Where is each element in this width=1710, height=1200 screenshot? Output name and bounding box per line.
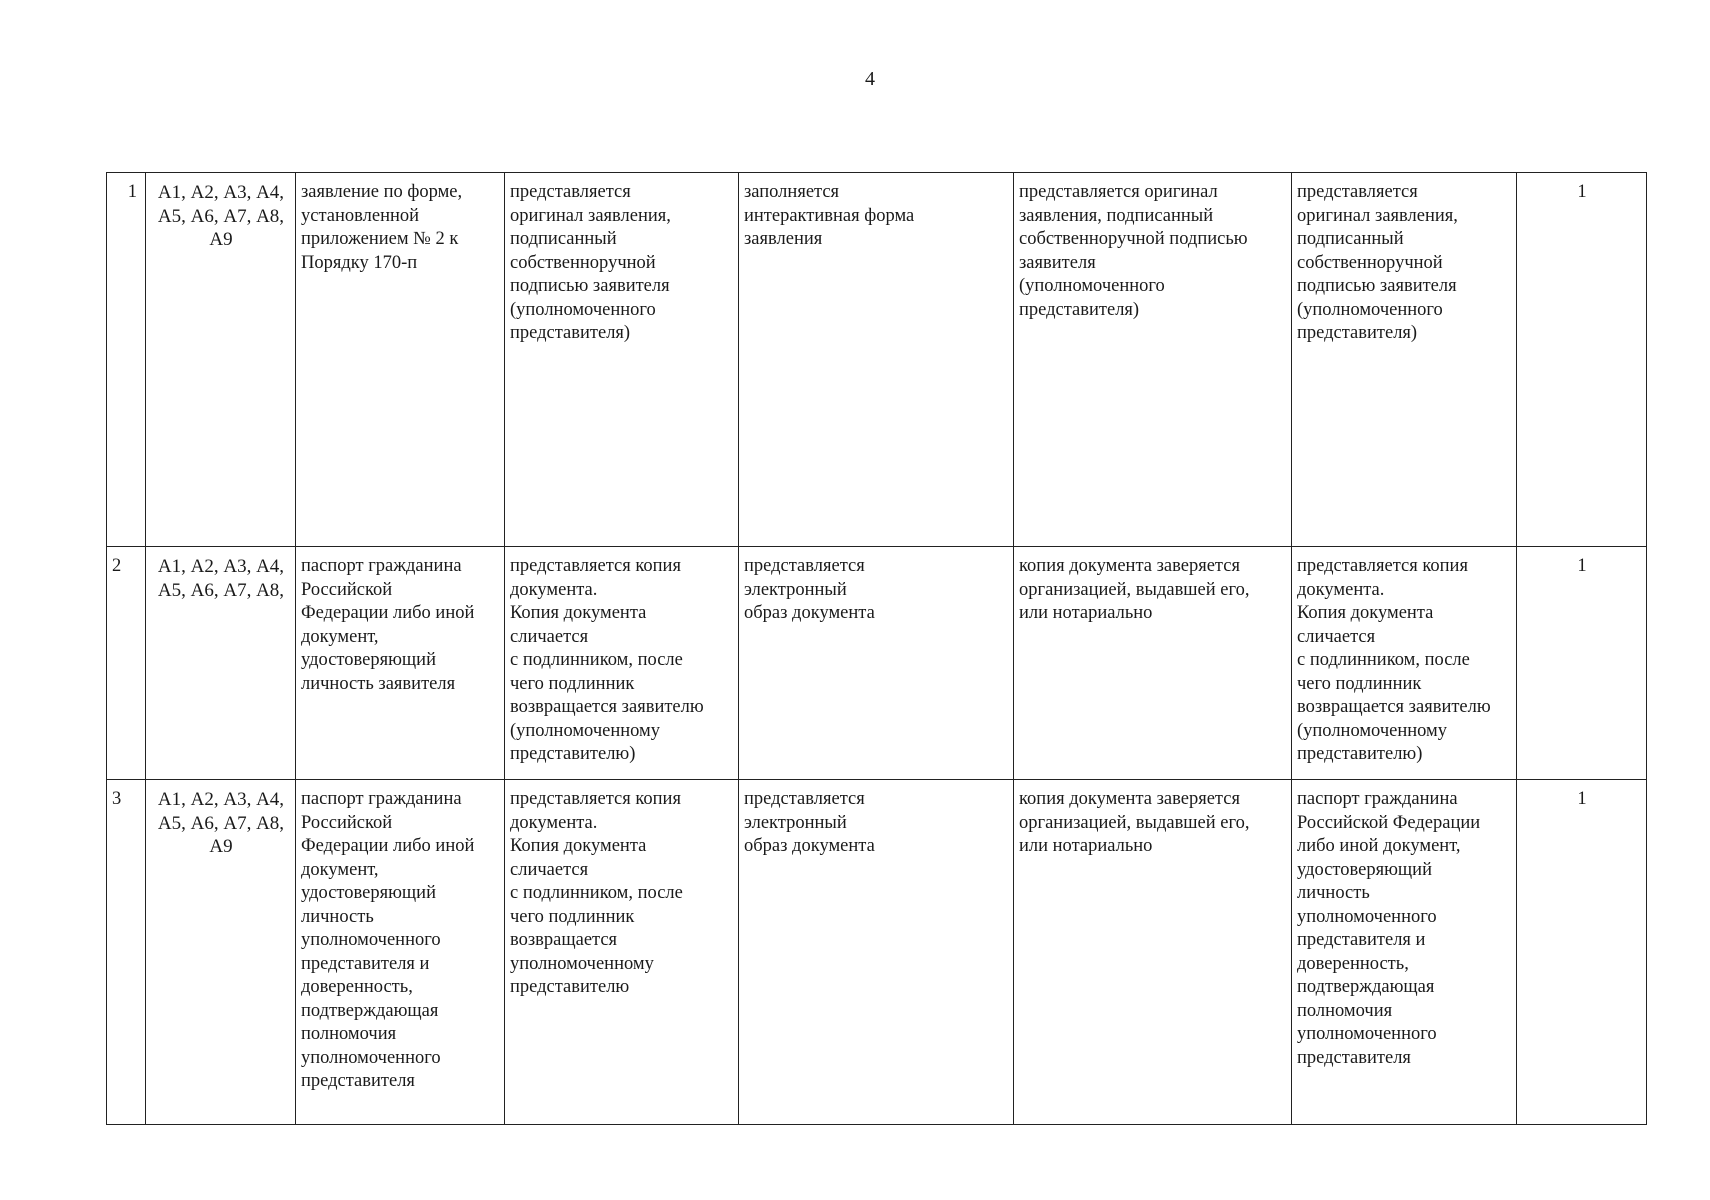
mail-submission: копия документа заверяется организацией, выдавшей его, или нотариально <box>1014 780 1292 1125</box>
applicant-categories: А1, А2, А3, А4, А5, А6, А7, А8, А9 <box>146 173 296 547</box>
mfc-submission: представляется оригинал заявления, подписанный собственноручной подписью заявителя (уполномоченного представителя) <box>1292 173 1517 547</box>
page-number: 4 <box>865 68 875 90</box>
document-count: 1 <box>1517 547 1647 780</box>
document-name: заявление по форме, установленной приложением № 2 к Порядку 170-п <box>296 173 505 547</box>
mfc-submission: представляется копия документа. Копия документа сличается с подлинником, после чего подлинник возвращается заявителю (уполномоченному представителю) <box>1292 547 1517 780</box>
applicant-categories: А1, А2, А3, А4, А5, А6, А7, А8, А9 <box>146 780 296 1125</box>
document-count: 1 <box>1517 780 1647 1125</box>
in-person-submission: представляется копия документа. Копия документа сличается с подлинником, после чего подлинник возвращается уполномоченному представителю <box>505 780 739 1125</box>
mfc-submission: паспорт гражданина Российской Федерации либо иной документ, удостоверяющий личность уполномоченного представителя и доверенность, подтверждающая полномочия уполномоченного представителя <box>1292 780 1517 1125</box>
table-row <box>107 173 1647 547</box>
document-count: 1 <box>1517 173 1647 547</box>
epgu-submission: представляется электронный образ документа <box>739 780 1014 1125</box>
epgu-submission: представляется электронный образ документа <box>739 547 1014 780</box>
row-number: 2 <box>107 547 146 780</box>
table-row <box>107 780 1647 1125</box>
document-name: паспорт гражданина Российской Федерации либо иной документ, удостоверяющий личность заявителя <box>296 547 505 780</box>
documents-table <box>106 172 1647 1125</box>
document-name: паспорт гражданина Российской Федерации либо иной документ, удостоверяющий личность уполномоченного представителя и доверенность, подтверждающая полномочия уполномоченного представителя <box>296 780 505 1125</box>
applicant-categories: А1, А2, А3, А4, А5, А6, А7, А8, <box>146 547 296 780</box>
table-row <box>107 547 1647 780</box>
in-person-submission: представляется оригинал заявления, подписанный собственноручной подписью заявителя (уполномоченного представителя) <box>505 173 739 547</box>
row-number: 3 <box>107 780 146 1125</box>
mail-submission: представляется оригинал заявления, подписанный собственноручной подписью заявителя (уполномоченного представителя) <box>1014 173 1292 547</box>
mail-submission: копия документа заверяется организацией, выдавшей его, или нотариально <box>1014 547 1292 780</box>
epgu-submission: заполняется интерактивная форма заявления <box>739 173 1014 547</box>
row-number: 1 <box>107 173 146 547</box>
in-person-submission: представляется копия документа. Копия документа сличается с подлинником, после чего подлинник возвращается заявителю (уполномоченному представителю) <box>505 547 739 780</box>
